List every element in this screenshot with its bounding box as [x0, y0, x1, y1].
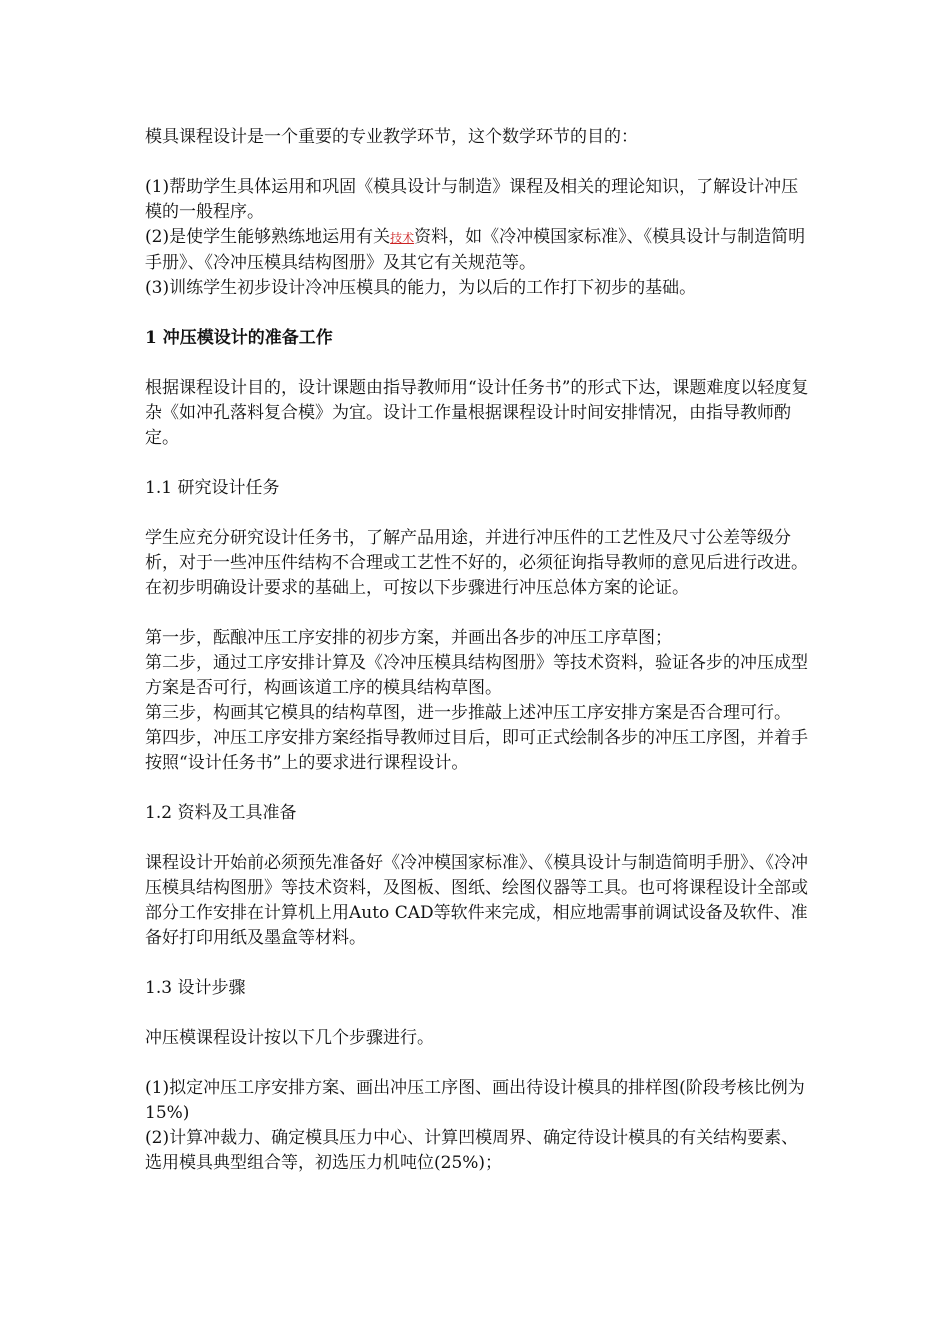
spacer [145, 776, 815, 801]
step-1: 第一步，酝酿冲压工序安排的初步方案，并画出各步的冲压工序草图； [145, 628, 672, 648]
spacer [145, 351, 815, 376]
section-1-3-intro: 冲压模课程设计按以下几个步骤进行。 [145, 1028, 434, 1048]
design-step-item-2: (2)计算冲裁力、确定模具压力中心、计算凹模周界、确定待设计模具的有关结构要素、选用模具典型组合等，初选压力机吨位(25%)； [145, 1128, 799, 1173]
section-1-1-paragraph: 学生应充分研究设计任务书，了解产品用途，并进行冲压件的工艺性及尺寸公差等级分析，对于一些冲压件结构不合理或工艺性不好的，必须征询指导教师的意见后进行改进。在初步明确设计要求的基础上，可按以下步骤进行冲压总体方案的论证。 [145, 528, 808, 598]
spacer [145, 150, 815, 175]
step-2: 第二步，通过工序安排计算及《冷冲压模具结构图册》等技术资料，验证各步的冲压成型方案是否可行，构画该道工序的模具结构草图。 [145, 653, 808, 698]
section-1-paragraph: 根据课程设计目的，设计课题由指导教师用“设计任务书”的形式下达，课题难度以轻度复杂《如冲孔落料复合模》为宜。设计工作量根据课程设计时间安排情况，由指导教师酌定。 [145, 378, 809, 448]
section-1-1-heading: 1.1 研究设计任务 [145, 478, 280, 498]
step-3: 第三步，构画其它模具的结构草图，进一步推敲上述冲压工序安排方案是否合理可行。 [145, 703, 791, 723]
section-1-2-heading: 1.2 资料及工具准备 [145, 803, 297, 823]
spacer [145, 501, 815, 526]
purpose-item-3: (3)训练学生初步设计冷冲压模具的能力，为以后的工作打下初步的基础。 [145, 278, 697, 298]
purpose-item-2 [145, 225, 815, 276]
spacer [145, 451, 815, 476]
technology-link[interactable]: 技术 [390, 231, 415, 245]
purpose-item-2-text-before: (2)是使学生能够熟练地运用有关 [145, 227, 391, 247]
spacer [145, 1051, 815, 1076]
document-page [145, 125, 815, 1176]
step-4: 第四步，冲压工序安排方案经指导教师过目后，即可正式绘制各步的冲压工序图，并着手按照“设计任务书”上的要求进行课程设计。 [145, 728, 808, 773]
purpose-item-2-text-after: 资料，如《冷冲模国家标准》、《模具设计与制造简明手册》、《冷冲压模具结构图册》及其它有关规范等。 [145, 227, 806, 273]
spacer [145, 601, 815, 626]
spacer [145, 301, 815, 326]
spacer [145, 826, 815, 851]
purpose-item-1: (1)帮助学生具体运用和巩固《模具设计与制造》课程及相关的理论知识，了解设计冲压模的一般程序。 [145, 177, 799, 222]
section-1-2-paragraph: 课程设计开始前必须预先准备好《冷冲模国家标准》、《模具设计与制造简明手册》、《冷冲压模具结构图册》等技术资料，及图板、图纸、绘图仪器等工具。也可将课程设计全部或部分工作安排在计算机上用Auto CAD等软件来完成，相应地需事前调试设备及软件、准备好打印用纸及墨盒等材料。 [145, 853, 808, 948]
intro-paragraph: 模具课程设计是一个重要的专业教学环节，这个数学环节的目的： [145, 127, 638, 147]
spacer [145, 1001, 815, 1026]
spacer [145, 951, 815, 976]
section-1-3-heading: 1.3 设计步骤 [145, 978, 246, 998]
section-1-heading: 1 冲压模设计的准备工作 [145, 328, 333, 348]
design-step-item-1: (1)拟定冲压工序安排方案、画出冲压工序图、画出待设计模具的排样图(阶段考核比例为15%) [145, 1078, 805, 1123]
